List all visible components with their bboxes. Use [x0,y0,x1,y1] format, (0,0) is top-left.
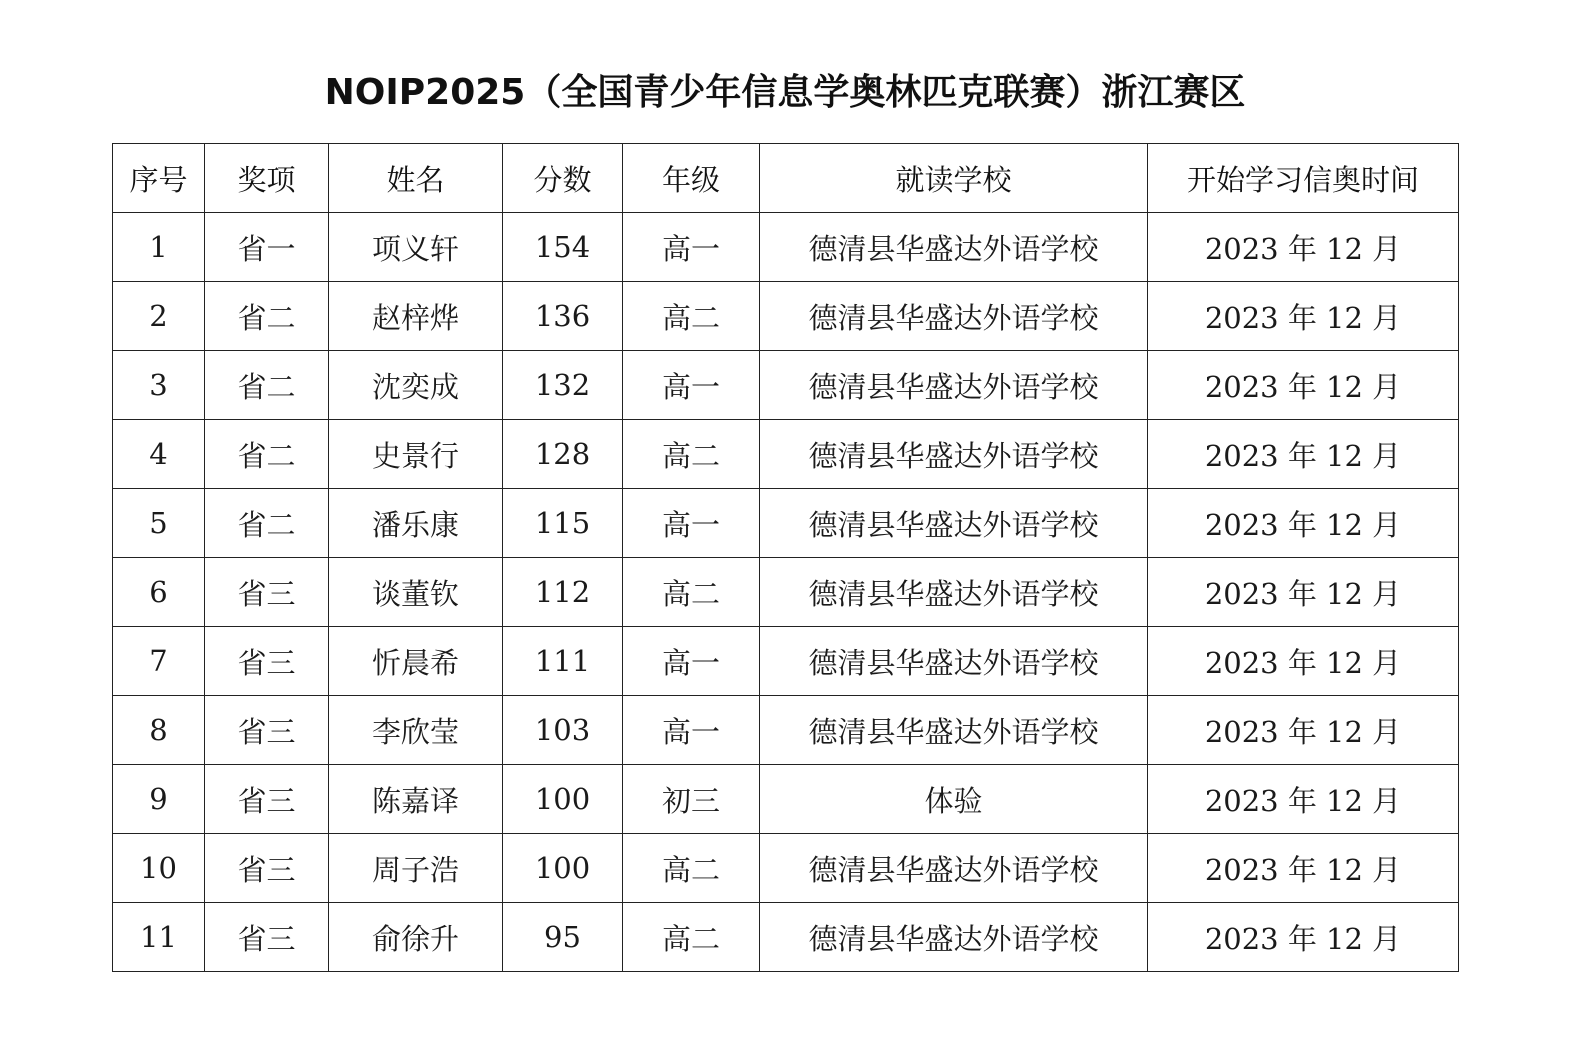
cell-grade: 高二 [623,834,760,903]
table-row [113,420,1459,489]
cell-name: 沈奕成 [329,351,503,420]
cell-score: 111 [503,627,623,696]
header-name: 姓名 [329,144,503,213]
header-school: 就读学校 [760,144,1148,213]
cell-grade: 高一 [623,351,760,420]
cell-start-time: 2023 年 12 月 [1148,420,1459,489]
cell-award: 省三 [205,696,329,765]
cell-school: 德清县华盛达外语学校 [760,627,1148,696]
cell-award: 省二 [205,489,329,558]
header-award: 奖项 [205,144,329,213]
cell-start-time: 2023 年 12 月 [1148,489,1459,558]
cell-name: 李欣莹 [329,696,503,765]
cell-award: 省三 [205,558,329,627]
cell-index: 4 [113,420,205,489]
cell-index: 2 [113,282,205,351]
table-row [113,696,1459,765]
table-header-row [113,144,1459,213]
table-row [113,627,1459,696]
cell-grade: 高一 [623,627,760,696]
cell-school: 德清县华盛达外语学校 [760,558,1148,627]
cell-grade: 初三 [623,765,760,834]
cell-grade: 高二 [623,282,760,351]
cell-school: 德清县华盛达外语学校 [760,213,1148,282]
table-row [113,765,1459,834]
cell-score: 100 [503,765,623,834]
cell-school: 德清县华盛达外语学校 [760,351,1148,420]
cell-school: 德清县华盛达外语学校 [760,696,1148,765]
cell-index: 11 [113,903,205,972]
page-title: NOIP2025（全国青少年信息学奥林匹克联赛）浙江赛区 [324,72,1246,113]
cell-name: 俞徐升 [329,903,503,972]
cell-name: 赵梓烨 [329,282,503,351]
cell-score: 115 [503,489,623,558]
table-row [113,282,1459,351]
cell-award: 省一 [205,213,329,282]
cell-score: 128 [503,420,623,489]
cell-start-time: 2023 年 12 月 [1148,903,1459,972]
cell-school: 德清县华盛达外语学校 [760,489,1148,558]
cell-index: 10 [113,834,205,903]
cell-award: 省二 [205,282,329,351]
cell-start-time: 2023 年 12 月 [1148,765,1459,834]
cell-start-time: 2023 年 12 月 [1148,558,1459,627]
cell-name: 周子浩 [329,834,503,903]
cell-start-time: 2023 年 12 月 [1148,627,1459,696]
cell-index: 8 [113,696,205,765]
header-index: 序号 [113,144,205,213]
table-row [113,903,1459,972]
cell-score: 100 [503,834,623,903]
cell-score: 132 [503,351,623,420]
cell-start-time: 2023 年 12 月 [1148,282,1459,351]
cell-score: 136 [503,282,623,351]
cell-grade: 高二 [623,558,760,627]
table-row [113,351,1459,420]
results-table [112,143,1459,972]
header-score: 分数 [503,144,623,213]
cell-index: 6 [113,558,205,627]
cell-start-time: 2023 年 12 月 [1148,834,1459,903]
table-row [113,489,1459,558]
table-body [113,213,1459,972]
cell-score: 112 [503,558,623,627]
cell-index: 9 [113,765,205,834]
table-row [113,834,1459,903]
cell-index: 5 [113,489,205,558]
cell-name: 忻晨希 [329,627,503,696]
cell-name: 史景行 [329,420,503,489]
cell-grade: 高一 [623,696,760,765]
cell-award: 省三 [205,765,329,834]
cell-name: 陈嘉译 [329,765,503,834]
cell-name: 潘乐康 [329,489,503,558]
cell-grade: 高一 [623,489,760,558]
cell-start-time: 2023 年 12 月 [1148,351,1459,420]
cell-name: 谈董钦 [329,558,503,627]
cell-award: 省三 [205,627,329,696]
cell-award: 省二 [205,351,329,420]
cell-name: 项义轩 [329,213,503,282]
cell-start-time: 2023 年 12 月 [1148,213,1459,282]
cell-school: 德清县华盛达外语学校 [760,282,1148,351]
cell-award: 省二 [205,420,329,489]
cell-grade: 高二 [623,420,760,489]
cell-award: 省三 [205,903,329,972]
cell-school: 德清县华盛达外语学校 [760,903,1148,972]
cell-score: 154 [503,213,623,282]
cell-grade: 高一 [623,213,760,282]
cell-score: 103 [503,696,623,765]
cell-award: 省三 [205,834,329,903]
cell-index: 1 [113,213,205,282]
cell-index: 7 [113,627,205,696]
header-start-time: 开始学习信奥时间 [1148,144,1459,213]
cell-school: 体验 [760,765,1148,834]
cell-score: 95 [503,903,623,972]
cell-index: 3 [113,351,205,420]
header-grade: 年级 [623,144,760,213]
table-row [113,558,1459,627]
cell-school: 德清县华盛达外语学校 [760,420,1148,489]
cell-school: 德清县华盛达外语学校 [760,834,1148,903]
cell-start-time: 2023 年 12 月 [1148,696,1459,765]
cell-grade: 高二 [623,903,760,972]
table-row [113,213,1459,282]
